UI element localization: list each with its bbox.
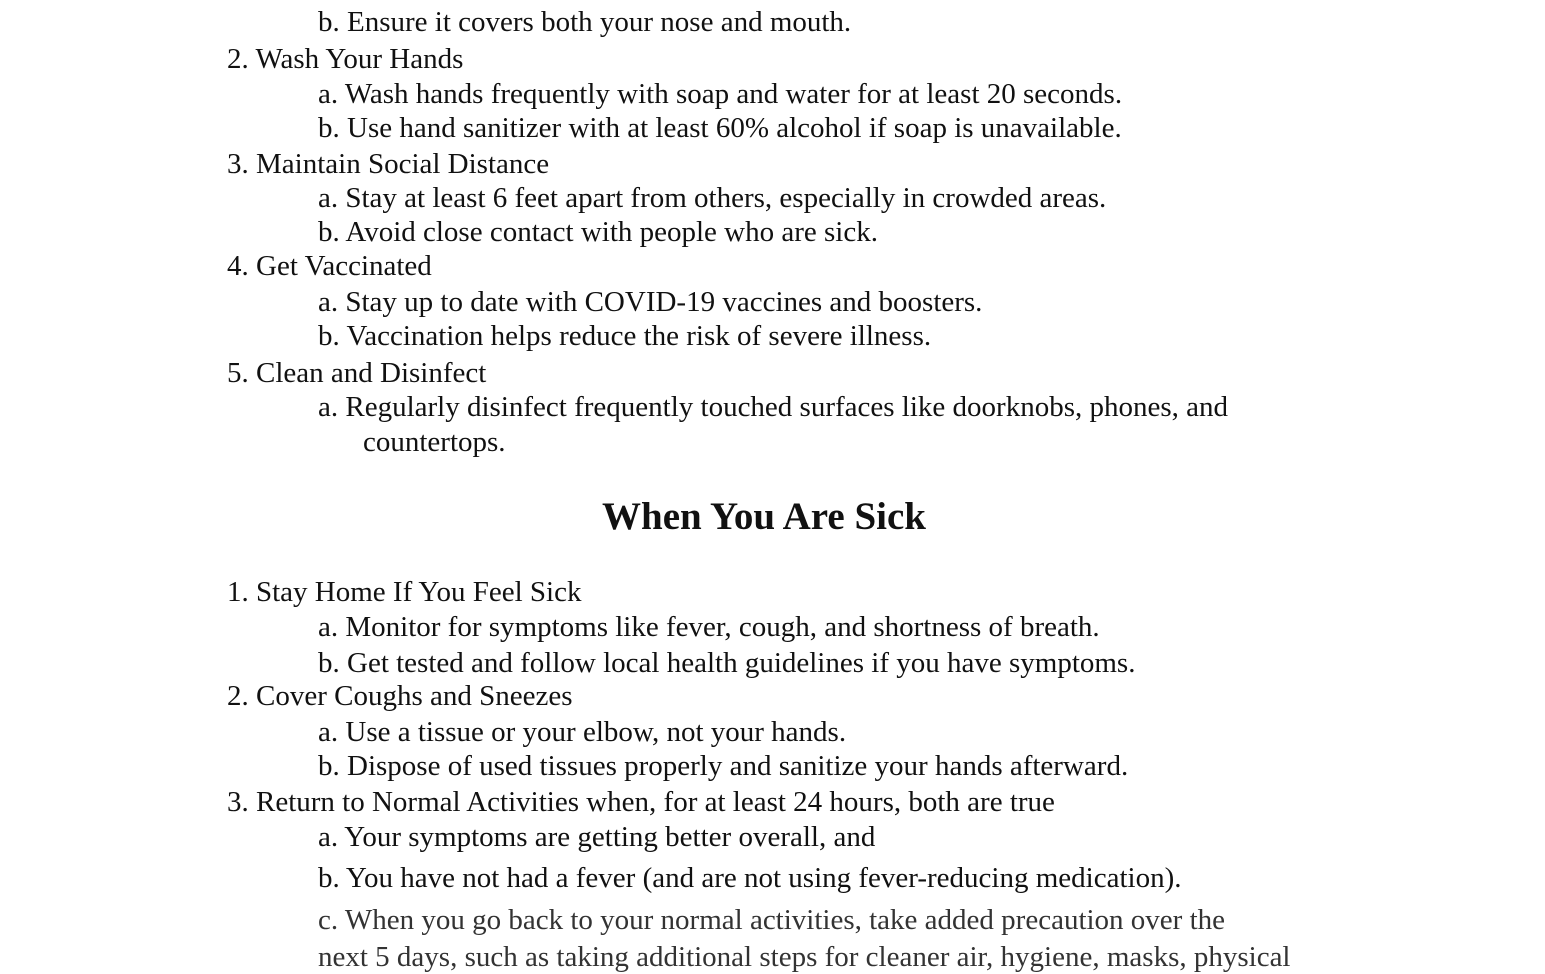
list-subitem: a. Your symptoms are getting better overall, and [318, 821, 876, 853]
list-subitem: c. When you go back to your normal activities, take added precaution over the [318, 904, 1226, 936]
list-subitem: b. Vaccination helps reduce the risk of severe illness. [318, 320, 932, 352]
list-subitem: a. Stay up to date with COVID-19 vaccines and boosters. [318, 286, 983, 318]
list-subitem: b. Use hand sanitizer with at least 60% alcohol if soap is unavailable. [318, 112, 1122, 144]
list-subitem: a. Use a tissue or your elbow, not your hands. [318, 716, 847, 748]
list-subitem: a. Stay at least 6 feet apart from others, especially in crowded areas. [318, 182, 1107, 214]
list-subitem: a. Monitor for symptoms like fever, cough, and shortness of breath. [318, 611, 1100, 643]
list-item-title: 1. Stay Home If You Feel Sick [227, 576, 582, 608]
list-item-title: 2. Wash Your Hands [227, 43, 464, 75]
list-subitem: b. You have not had a fever (and are not using fever-reducing medication). [318, 862, 1182, 894]
list-subitem: a. Regularly disinfect frequently touched surfaces like doorknobs, phones, and [318, 391, 1229, 423]
section-heading: When You Are Sick [602, 495, 926, 538]
list-subitem: b. Get tested and follow local health guidelines if you have symptoms. [318, 647, 1136, 679]
list-subitem: b. Dispose of used tissues properly and sanitize your hands afterward. [318, 750, 1129, 782]
list-item-title: 5. Clean and Disinfect [227, 357, 487, 389]
list-item-title: 4. Get Vaccinated [227, 250, 432, 282]
list-subitem-continuation: next 5 days, such as taking additional steps for cleaner air, hygiene, masks, physical [318, 941, 1291, 973]
list-item-title: 2. Cover Coughs and Sneezes [227, 680, 573, 712]
list-item-title: 3. Maintain Social Distance [227, 148, 550, 180]
list-subitem: a. Wash hands frequently with soap and water for at least 20 seconds. [318, 78, 1123, 110]
list-subitem: b. Ensure it covers both your nose and mouth. [318, 6, 852, 38]
list-subitem-continuation: countertops. [363, 426, 506, 458]
list-item-title: 3. Return to Normal Activities when, for at least 24 hours, both are true [227, 786, 1055, 818]
list-subitem: b. Avoid close contact with people who are sick. [318, 216, 878, 248]
